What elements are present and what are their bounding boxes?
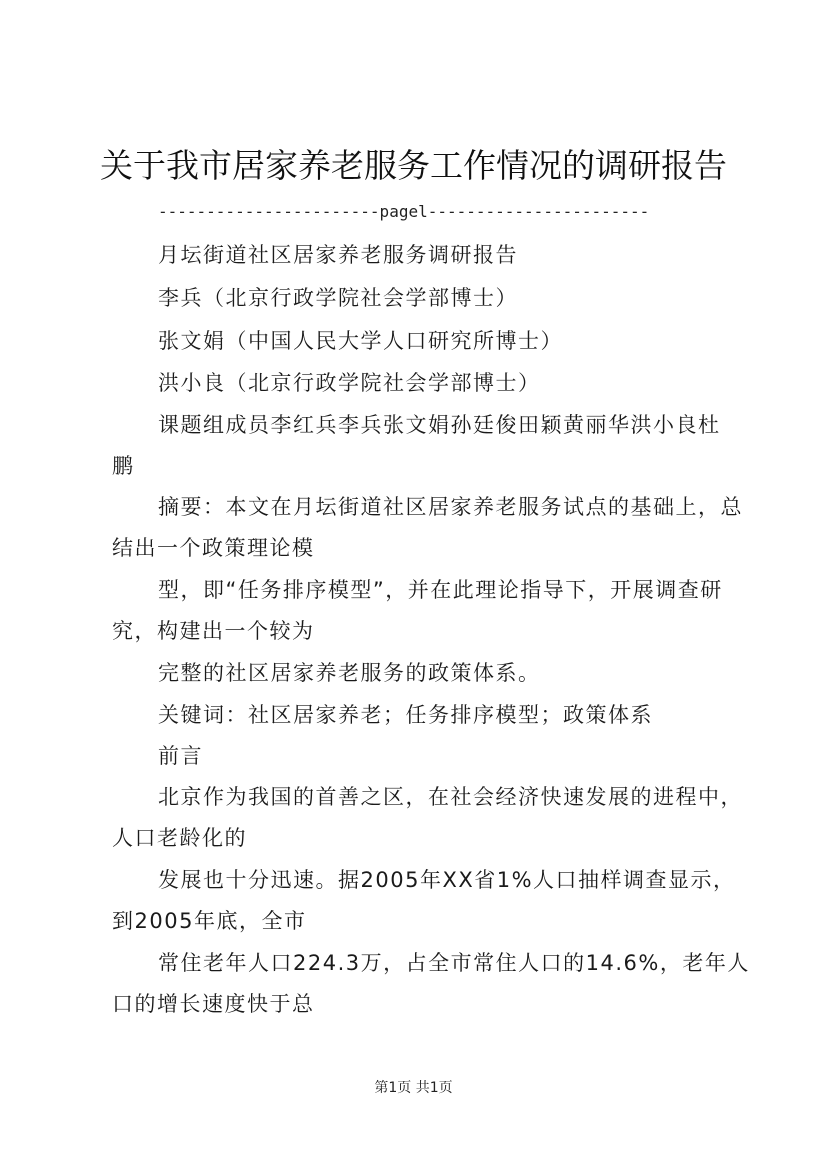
keywords-line: 关键词：社区居家养老；任务排序模型；政策体系	[158, 703, 653, 727]
abstract-line: 结出一个政策理论模	[112, 536, 315, 560]
abstract-line: 摘要：本文在月坛街道社区居家养老服务试点的基础上，总	[158, 495, 743, 519]
author-line: 李兵（北京行政学院社会学部博士）	[158, 286, 518, 310]
document-title: 关于我市居家养老服务工作情况的调研报告	[100, 146, 727, 185]
author-line: 张文娟（中国人民大学人口研究所博士）	[158, 329, 563, 353]
section-heading: 前言	[158, 744, 203, 768]
page-footer: 第1页 共1页	[374, 1080, 453, 1096]
abstract-line: 究，构建出一个较为	[112, 619, 315, 643]
team-members-line: 鹏	[112, 454, 135, 478]
body-line: 人口老龄化的	[112, 826, 247, 850]
author-line: 洪小良（北京行政学院社会学部博士）	[158, 371, 541, 395]
body-line: 口的增长速度快于总	[112, 992, 315, 1016]
body-line: 常住老年人口224.3万，占全市常住人口的14.6%，老年人	[158, 951, 750, 975]
body-line: 北京作为我国的首善之区，在社会经济快速发展的进程中，	[158, 785, 743, 809]
body-line: 到2005年底，全市	[112, 909, 307, 933]
team-members-line: 课题组成员李红兵李兵张文娟孙廷俊田颖黄丽华洪小良杜	[158, 413, 721, 437]
page-marker: -----------------------pagel-----------------------	[158, 202, 650, 221]
subtitle-line: 月坛街道社区居家养老服务调研报告	[158, 243, 518, 267]
abstract-line: 型，即“任务排序模型”，并在此理论指导下，开展调查研	[158, 578, 723, 602]
body-line: 发展也十分迅速。据2005年XX省1%人口抽样调查显示，	[158, 868, 736, 892]
abstract-line: 完整的社区居家养老服务的政策体系。	[158, 661, 541, 685]
